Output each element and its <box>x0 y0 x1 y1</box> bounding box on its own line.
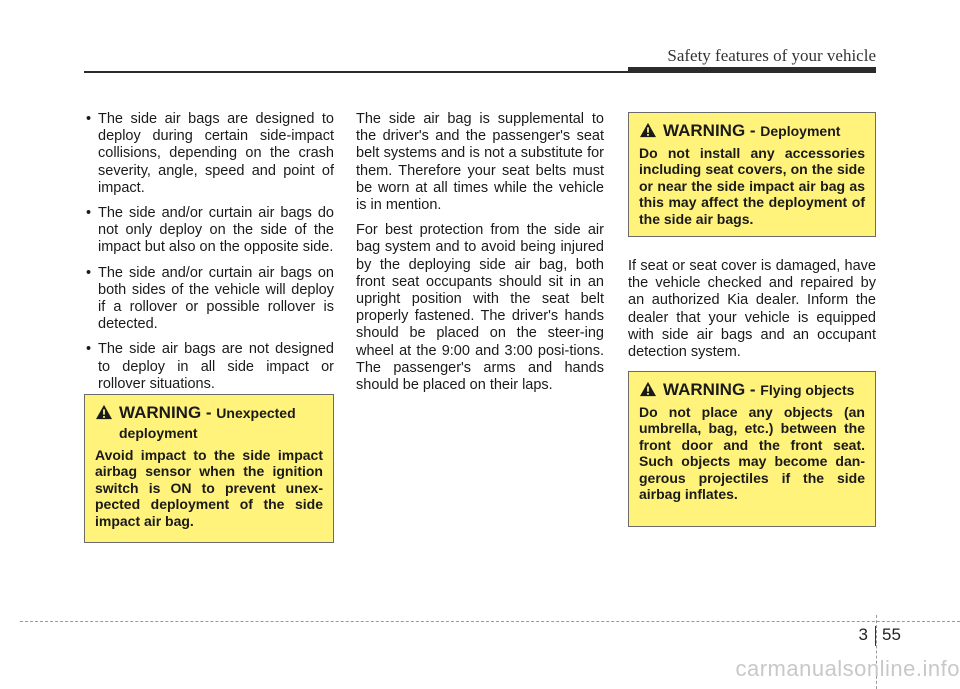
right-column <box>628 258 876 369</box>
warning-icon <box>639 122 657 138</box>
warning-dash: - <box>745 380 761 399</box>
warning-box-flying-objects <box>628 371 876 527</box>
warning-label: WARNING <box>663 121 746 140</box>
section-title: Safety features of your vehicle <box>667 46 876 65</box>
left-column <box>84 111 334 401</box>
paragraph: For best protection from the side air bag system and to avoid being injured by the deploying side air bag, both front seat occupants should sit in an upright position with the seat belt properly fastened. The driver's hands should be placed on the steer-ing wheel at the 9:00 and 3:00 posi-tions. The passenger's arms and hands should be placed on their laps. <box>356 222 604 394</box>
warning-title <box>95 403 323 443</box>
warning-body: Do not install any accessories including seat covers, on the side or near the side impact air bag as this may affect the deployment of the side air bags. <box>639 145 865 227</box>
warning-dash: - <box>745 121 761 140</box>
paragraph: If seat or seat cover is damaged, have the vehicle checked and repaired by an authorized Kia dealer. Inform the dealer that your vehicle is equipped with side air bags and an occupant detection system. <box>628 258 876 361</box>
list-item: • The side air bags are designed to deploy during certain side-impact collisions, depending on the crash severity, angle, speed and point of impact. <box>84 111 334 197</box>
warning-icon <box>639 381 657 397</box>
warning-icon <box>95 404 113 420</box>
middle-column <box>356 111 604 402</box>
header-rule-accent <box>628 67 876 73</box>
list-item: • The side and/or curtain air bags on both sides of the vehicle will deploy if a rollover or possible rollover is detected. <box>84 265 334 334</box>
list-item: • The side and/or curtain air bags do not only deploy on the side of the impact but also on the opposite side. <box>84 205 334 257</box>
page-number: 55 <box>882 625 901 644</box>
warning-body: Avoid impact to the side impact airbag sensor when the ignition switch is ON to prevent unex-pected deployment of the side impact air bag. <box>95 447 323 529</box>
list-item: • The side air bags are not designed to deploy in all side impact or rollover situations. <box>84 341 334 393</box>
warning-box-deployment <box>628 112 876 237</box>
warning-body: Do not place any objects (an umbrella, bag, etc.) between the front door and the front seat. Such objects may become dan-gerous projectiles if the side airbag inflates. <box>639 404 865 503</box>
paragraph: The side air bag is supplemental to the driver's and the passenger's seat belt systems and is not a substitute for them. Therefore your seat belts must be worn at all times while the vehicle is in mention. <box>356 111 604 214</box>
warning-label: WARNING <box>663 380 746 399</box>
warning-topic: Deployment <box>760 123 841 139</box>
warning-title <box>639 380 865 400</box>
warning-topic: Flying objects <box>760 382 855 398</box>
warning-dash: - <box>201 403 217 422</box>
footer-rule <box>20 621 960 622</box>
warning-title <box>639 121 865 141</box>
page-number-divider <box>875 626 876 646</box>
warning-topic: Unexpected deployment <box>119 405 296 441</box>
warning-label: WARNING <box>119 403 202 422</box>
warning-box-unexpected-deployment <box>84 394 334 543</box>
chapter-number: 3 <box>858 625 868 644</box>
watermark: carmanualsonline.info <box>735 656 960 681</box>
